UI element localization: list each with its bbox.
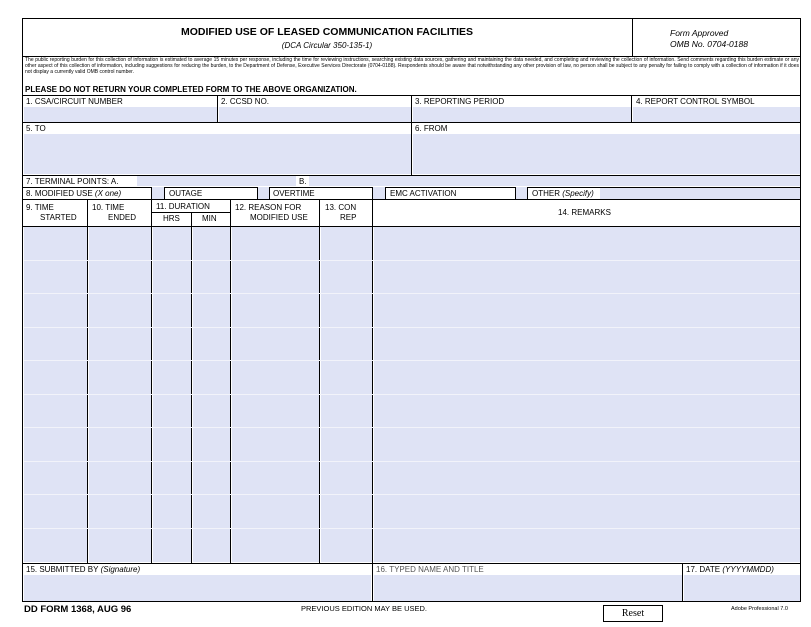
time-started-label-1: 9. TIME (26, 203, 54, 212)
csa-label: 1. CSA/CIRCUIT NUMBER (26, 97, 123, 106)
submitted-by-text: 15. SUBMITTED BY (26, 565, 99, 574)
table-row-line (24, 327, 800, 328)
omb-number: OMB No. 0704-0188 (670, 39, 748, 49)
from-field[interactable] (413, 134, 800, 174)
row1-divider-b (411, 95, 412, 123)
min-label: MIN (202, 214, 217, 223)
header-divider (632, 18, 633, 56)
return-warning: PLEASE DO NOT RETURN YOUR COMPLETED FORM TO THE ABOVE ORGANIZATION. (25, 85, 357, 94)
ccsd-field[interactable] (219, 107, 411, 122)
overtime-label: OVERTIME (273, 189, 315, 198)
table-row-line (24, 528, 800, 529)
col-line-6 (372, 199, 373, 563)
report-control-label: 4. REPORT CONTROL SYMBOL (636, 97, 755, 106)
terminal-b-label: B. (299, 177, 307, 186)
time-ended-label-2: ENDED (108, 213, 137, 222)
overtime-checkbox[interactable] (257, 187, 270, 199)
col-line-2 (151, 199, 152, 563)
table-bottom-rule (22, 563, 801, 564)
outage-label: OUTAGE (169, 189, 203, 198)
col-line-1 (87, 199, 88, 563)
hrs-label: HRS (163, 214, 180, 223)
col-line-5 (319, 199, 320, 563)
to-field[interactable] (24, 134, 411, 174)
burden-notice: The public reporting burden for this collection of information is estimated to average 15 minutes per response, including the time for reviewing instructions, searching existing data sources, gathering and maintaining the data needed, and completing and reviewing the collection of information. Send comments regarding this burden estimate or any other aspect of this collection of information, including suggestions for reducing the burden, to the Department of Defense, Executive Services Directorate (0704-0188). Respondents should be aware that notwithstanding any other provision of law, no person shall be subject to any penalty for failing to comply with a collection of information if it does not display a currently valid OMB control number. (25, 57, 799, 75)
emc-activation-label: EMC ACTIVATION (390, 189, 457, 198)
time-ended-label-1: 10. TIME (92, 203, 125, 212)
other-label (532, 189, 594, 199)
table-row-line (24, 427, 800, 428)
form-title: MODIFIED USE OF LEASED COMMUNICATION FACILITIES (180, 26, 474, 38)
submitted-by-field[interactable] (24, 575, 371, 601)
report-control-field[interactable] (633, 107, 800, 122)
bottom-divider-a (372, 563, 373, 602)
form-id: DD FORM 1368, AUG 96 (24, 604, 132, 615)
col-line-3 (191, 212, 192, 563)
row2-divider (411, 122, 412, 175)
date-note: (YYYYMMDD) (722, 565, 774, 574)
emc-checkbox[interactable] (372, 187, 386, 199)
duration-label: 11. DURATION (156, 202, 210, 211)
table-row-line (24, 394, 800, 395)
table-row-line (24, 260, 800, 261)
reason-label-1: 12. REASON FOR (235, 203, 302, 212)
typed-name-label: 16. TYPED NAME AND TITLE (376, 565, 484, 574)
table-row-line (24, 360, 800, 361)
date-label (686, 565, 774, 575)
col-line-4 (230, 199, 231, 563)
conrep-label-1: 13. CON (325, 203, 357, 212)
reason-label-2: MODIFIED USE (250, 213, 308, 222)
table-row-line (24, 494, 800, 495)
modified-use-note: (X one) (94, 189, 122, 198)
reporting-period-field[interactable] (413, 107, 631, 122)
bottom-divider-b (682, 563, 683, 602)
date-text: 17. DATE (686, 565, 721, 574)
ccsd-label: 2. CCSD NO. (221, 97, 270, 106)
submitted-by-note: (Signature) (100, 565, 141, 574)
conrep-label-2: REP (340, 213, 357, 222)
modified-use-label (26, 189, 121, 199)
form-subtitle: (DCA Circular 350-135-1) (281, 41, 373, 50)
to-label: 5. TO (26, 124, 46, 133)
terminal-points-label: 7. TERMINAL POINTS: A. (26, 177, 119, 186)
other-text: OTHER (532, 189, 560, 198)
other-checkbox[interactable] (515, 187, 528, 199)
modified-use-text: 8. MODIFIED USE (26, 189, 93, 198)
table-row-line (24, 293, 800, 294)
row4-rule (22, 199, 801, 200)
terminal-a-field[interactable] (137, 176, 296, 186)
other-note: (Specify) (562, 189, 594, 198)
table-row-line (24, 461, 800, 462)
outage-checkbox[interactable] (151, 187, 165, 199)
submitted-by-label (26, 565, 140, 575)
time-started-label-2: STARTED (40, 213, 77, 222)
previous-edition: PREVIOUS EDITION MAY BE USED. (301, 604, 427, 613)
other-specify-field[interactable] (600, 188, 800, 199)
row1-divider-c (631, 95, 632, 123)
reset-button[interactable]: Reset (603, 605, 663, 622)
row1-divider-a (217, 95, 218, 123)
terminal-b-field[interactable] (309, 176, 800, 186)
csa-field[interactable] (24, 107, 217, 122)
typed-name-field[interactable] (374, 575, 682, 601)
date-field[interactable] (684, 575, 800, 601)
remarks-label: 14. REMARKS (558, 208, 611, 217)
software-version: Adobe Professional 7.0 (731, 606, 788, 612)
form-approved: Form Approved (670, 28, 729, 38)
from-label: 6. FROM (415, 124, 448, 133)
reporting-period-label: 3. REPORTING PERIOD (415, 97, 505, 106)
